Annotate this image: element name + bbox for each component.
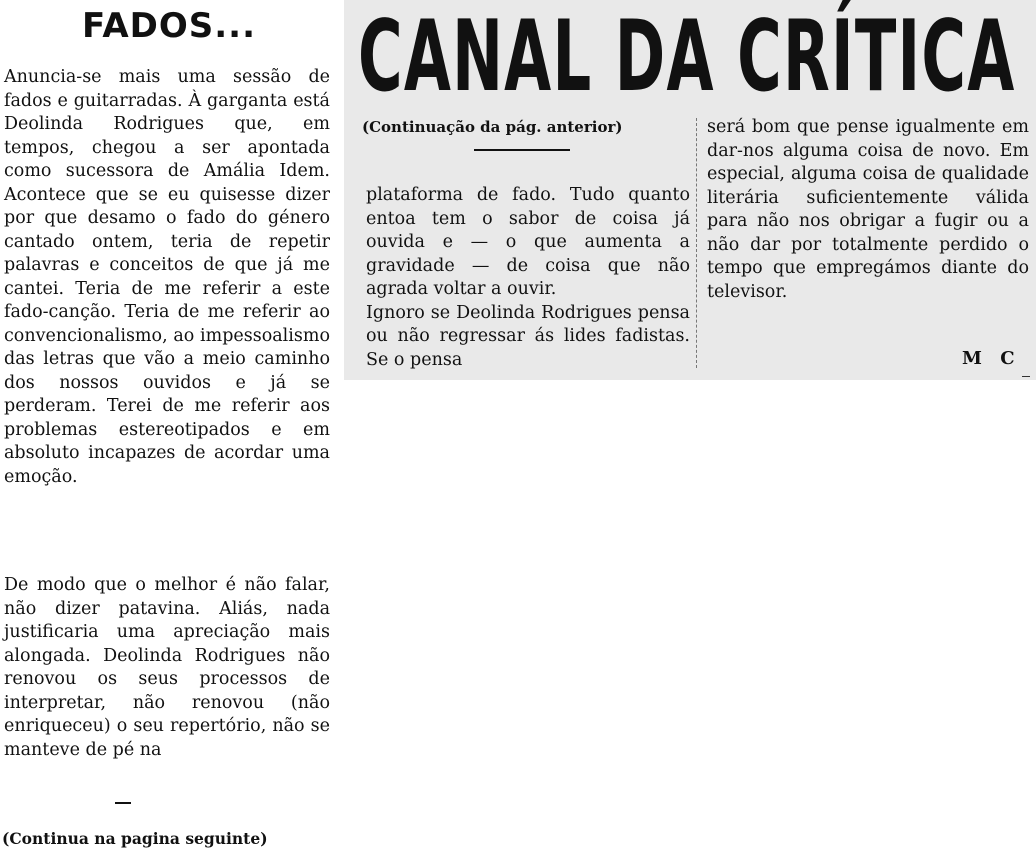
signature-dash	[1022, 376, 1030, 377]
critica-right-column: será bom que pense igualmente em dar-nos alguma coisa de novo. Em especial, alguma coisa de qualidade literária suficientemente válida para não nos obrigar a fugir ou a não dar por totalmente perdido o tempo que empregámos diante do televisor.	[707, 117, 1029, 302]
fados-paragraph-1: Anuncia-se mais uma sessão de fados e guitarradas. À garganta está Deolinda Rodrigues que, em tempos, chegou a ser apontada como sucessora de Amália Idem. Acontece que se eu quisesse dizer por que desamo o fado do género cantado ontem, teria de repetir palavras e conceitos de que já me cantei. Teria de me referir a este fado-canção. Teria de me referir ao convencionalismo, ao impessoalismo das letras que vão a meio caminho dos nossos ouvidos e já se perderam. Terei de me referir aos problemas estereotipados e em absoluto incapazes de acordar uma emoção.	[4, 67, 330, 487]
author-signature: M C	[962, 348, 1021, 369]
continua-note: (Continua na pagina seguinte)	[2, 829, 268, 848]
critica-middle-column: plataforma de fado. Tudo quanto entoa tem o sabor de coisa já ouvida e — o que aumenta a gravidade — de coisa que não agrada voltar a ouvir. Ignoro se Deolinda Rodrigues pensa ou não regressar ás lides fadistas. Se o pensa	[366, 185, 690, 370]
separator-dash	[115, 802, 131, 804]
fados-paragraph-2: De modo que o melhor é não falar, não dizer patavina. Aliás, nada justificaria uma apreciação mais alongada. Deolinda Rodrigues não renovou os seus processos de interpretar, não renovou (não enriqueceu) o seu repertório, não se manteve de pé na	[4, 575, 330, 760]
column-divider	[696, 118, 698, 368]
continuacao-note: (Continuação da pág. anterior)	[362, 118, 623, 136]
continuacao-rule	[474, 149, 570, 151]
canal-da-critica-title: CANAL DA CRÍTICA	[358, 0, 1016, 114]
fados-column	[0, 0, 338, 862]
fados-title: FADOS...	[82, 6, 256, 46]
